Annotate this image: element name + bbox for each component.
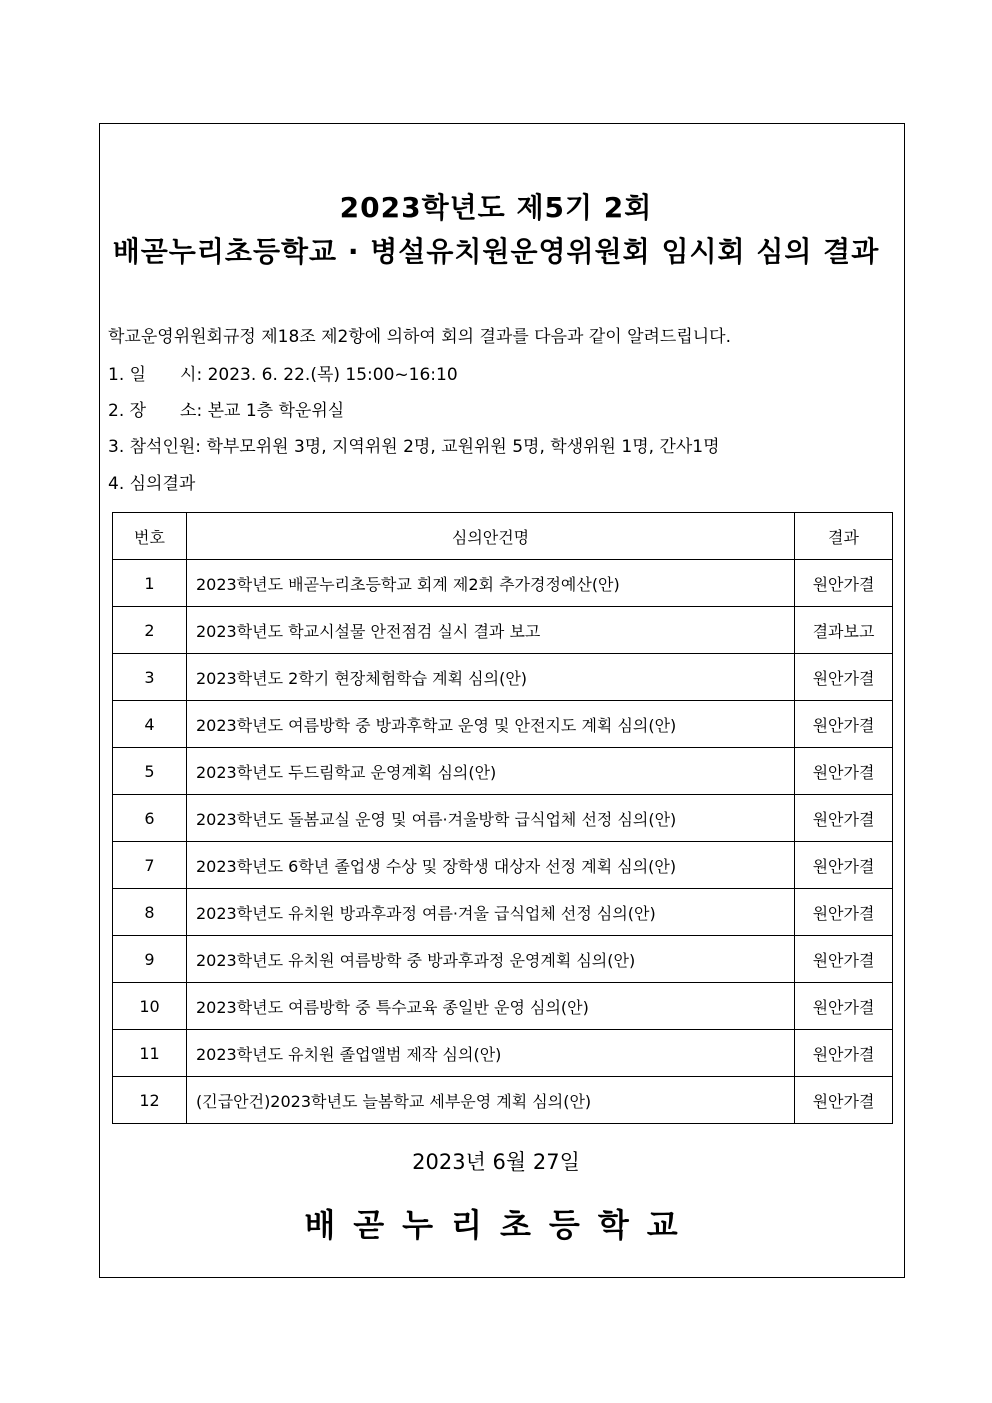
document-date: 2023년 6월 27일: [412, 1150, 580, 1174]
row-agenda: 2023학년도 여름방학 중 특수교육 종일반 운영 심의(안): [187, 983, 795, 1030]
table-row: [113, 795, 893, 842]
header-number: 번호: [113, 513, 187, 560]
row-result: 원안가결: [795, 748, 893, 795]
item-value: 학부모위원 3명, 지역위원 2명, 교원위원 5명, 학생위원 1명, 간사1명: [206, 437, 720, 457]
item-results-heading: [108, 469, 195, 494]
row-result: 원안가결: [795, 795, 893, 842]
table-row: [113, 1030, 893, 1077]
table-row: [113, 701, 893, 748]
table-row: [113, 936, 893, 983]
row-result: 원안가결: [795, 701, 893, 748]
table-row: [113, 889, 893, 936]
row-result: 원안가결: [795, 936, 893, 983]
item-label: 3. 참석인원:: [108, 437, 202, 457]
row-number: 4: [113, 701, 187, 748]
intro-text: 학교운영위원회규정 제18조 제2항에 의하여 회의 결과를 다음과 같이 알려드립니다.: [108, 327, 732, 347]
row-agenda: 2023학년도 유치원 여름방학 중 방과후과정 운영계획 심의(안): [187, 936, 795, 983]
table-row: [113, 1077, 893, 1124]
row-result: 원안가결: [795, 842, 893, 889]
row-agenda: 2023학년도 돌봄교실 운영 및 여름·겨울방학 급식업체 선정 심의(안): [187, 795, 795, 842]
row-number: 11: [113, 1030, 187, 1077]
row-agenda: 2023학년도 2학기 현장체험학습 계획 심의(안): [187, 654, 795, 701]
row-number: 1: [113, 560, 187, 607]
row-number: 3: [113, 654, 187, 701]
row-number: 5: [113, 748, 187, 795]
item-value: 2023. 6. 22.(목) 15:00~16:10: [207, 365, 458, 385]
item-place: [108, 396, 344, 421]
results-table: [112, 512, 893, 1124]
row-agenda: 2023학년도 학교시설물 안전점검 실시 결과 보고: [187, 607, 795, 654]
table-row: [113, 748, 893, 795]
item-label: 2. 장 소:: [108, 401, 203, 421]
row-agenda: 2023학년도 유치원 졸업앨범 제작 심의(안): [187, 1030, 795, 1077]
row-result: 원안가결: [795, 560, 893, 607]
row-agenda: 2023학년도 여름방학 중 방과후학교 운영 및 안전지도 계획 심의(안): [187, 701, 795, 748]
row-agenda: 2023학년도 두드림학교 운영계획 심의(안): [187, 748, 795, 795]
row-number: 8: [113, 889, 187, 936]
item-label: 4. 심의결과: [108, 474, 196, 494]
row-result: 원안가결: [795, 1077, 893, 1124]
row-agenda: 2023학년도 배곧누리초등학교 회계 제2회 추가경정예산(안): [187, 560, 795, 607]
school-name: 배곧누리초등학교: [304, 1206, 696, 1244]
item-value: 본교 1층 학운위실: [207, 401, 345, 421]
document-subtitle: 배곧누리초등학교 · 병설유치원운영위원회 임시회 심의 결과: [112, 235, 880, 268]
row-result: 결과보고: [795, 607, 893, 654]
header-agenda: 심의안건명: [187, 513, 795, 560]
row-result: 원안가결: [795, 1030, 893, 1077]
document-title: 2023학년도 제5기 2회: [339, 191, 653, 224]
table-row: [113, 983, 893, 1030]
row-agenda: 2023학년도 유치원 방과후과정 여름·겨울 급식업체 선정 심의(안): [187, 889, 795, 936]
row-number: 9: [113, 936, 187, 983]
row-result: 원안가결: [795, 983, 893, 1030]
item-attendees: [108, 432, 720, 457]
row-number: 7: [113, 842, 187, 889]
row-result: 원안가결: [795, 654, 893, 701]
table-row: [113, 560, 893, 607]
row-result: 원안가결: [795, 889, 893, 936]
row-agenda: (긴급안건)2023학년도 늘봄학교 세부운영 계획 심의(안): [187, 1077, 795, 1124]
header-result: 결과: [795, 513, 893, 560]
item-datetime: [108, 360, 458, 385]
row-number: 2: [113, 607, 187, 654]
item-label: 1. 일 시:: [108, 365, 203, 385]
table-row: [113, 654, 893, 701]
row-agenda: 2023학년도 6학년 졸업생 수상 및 장학생 대상자 선정 계획 심의(안): [187, 842, 795, 889]
table-row: [113, 842, 893, 889]
row-number: 10: [113, 983, 187, 1030]
row-number: 6: [113, 795, 187, 842]
row-number: 12: [113, 1077, 187, 1124]
table-header-row: [113, 513, 893, 560]
table-row: [113, 607, 893, 654]
